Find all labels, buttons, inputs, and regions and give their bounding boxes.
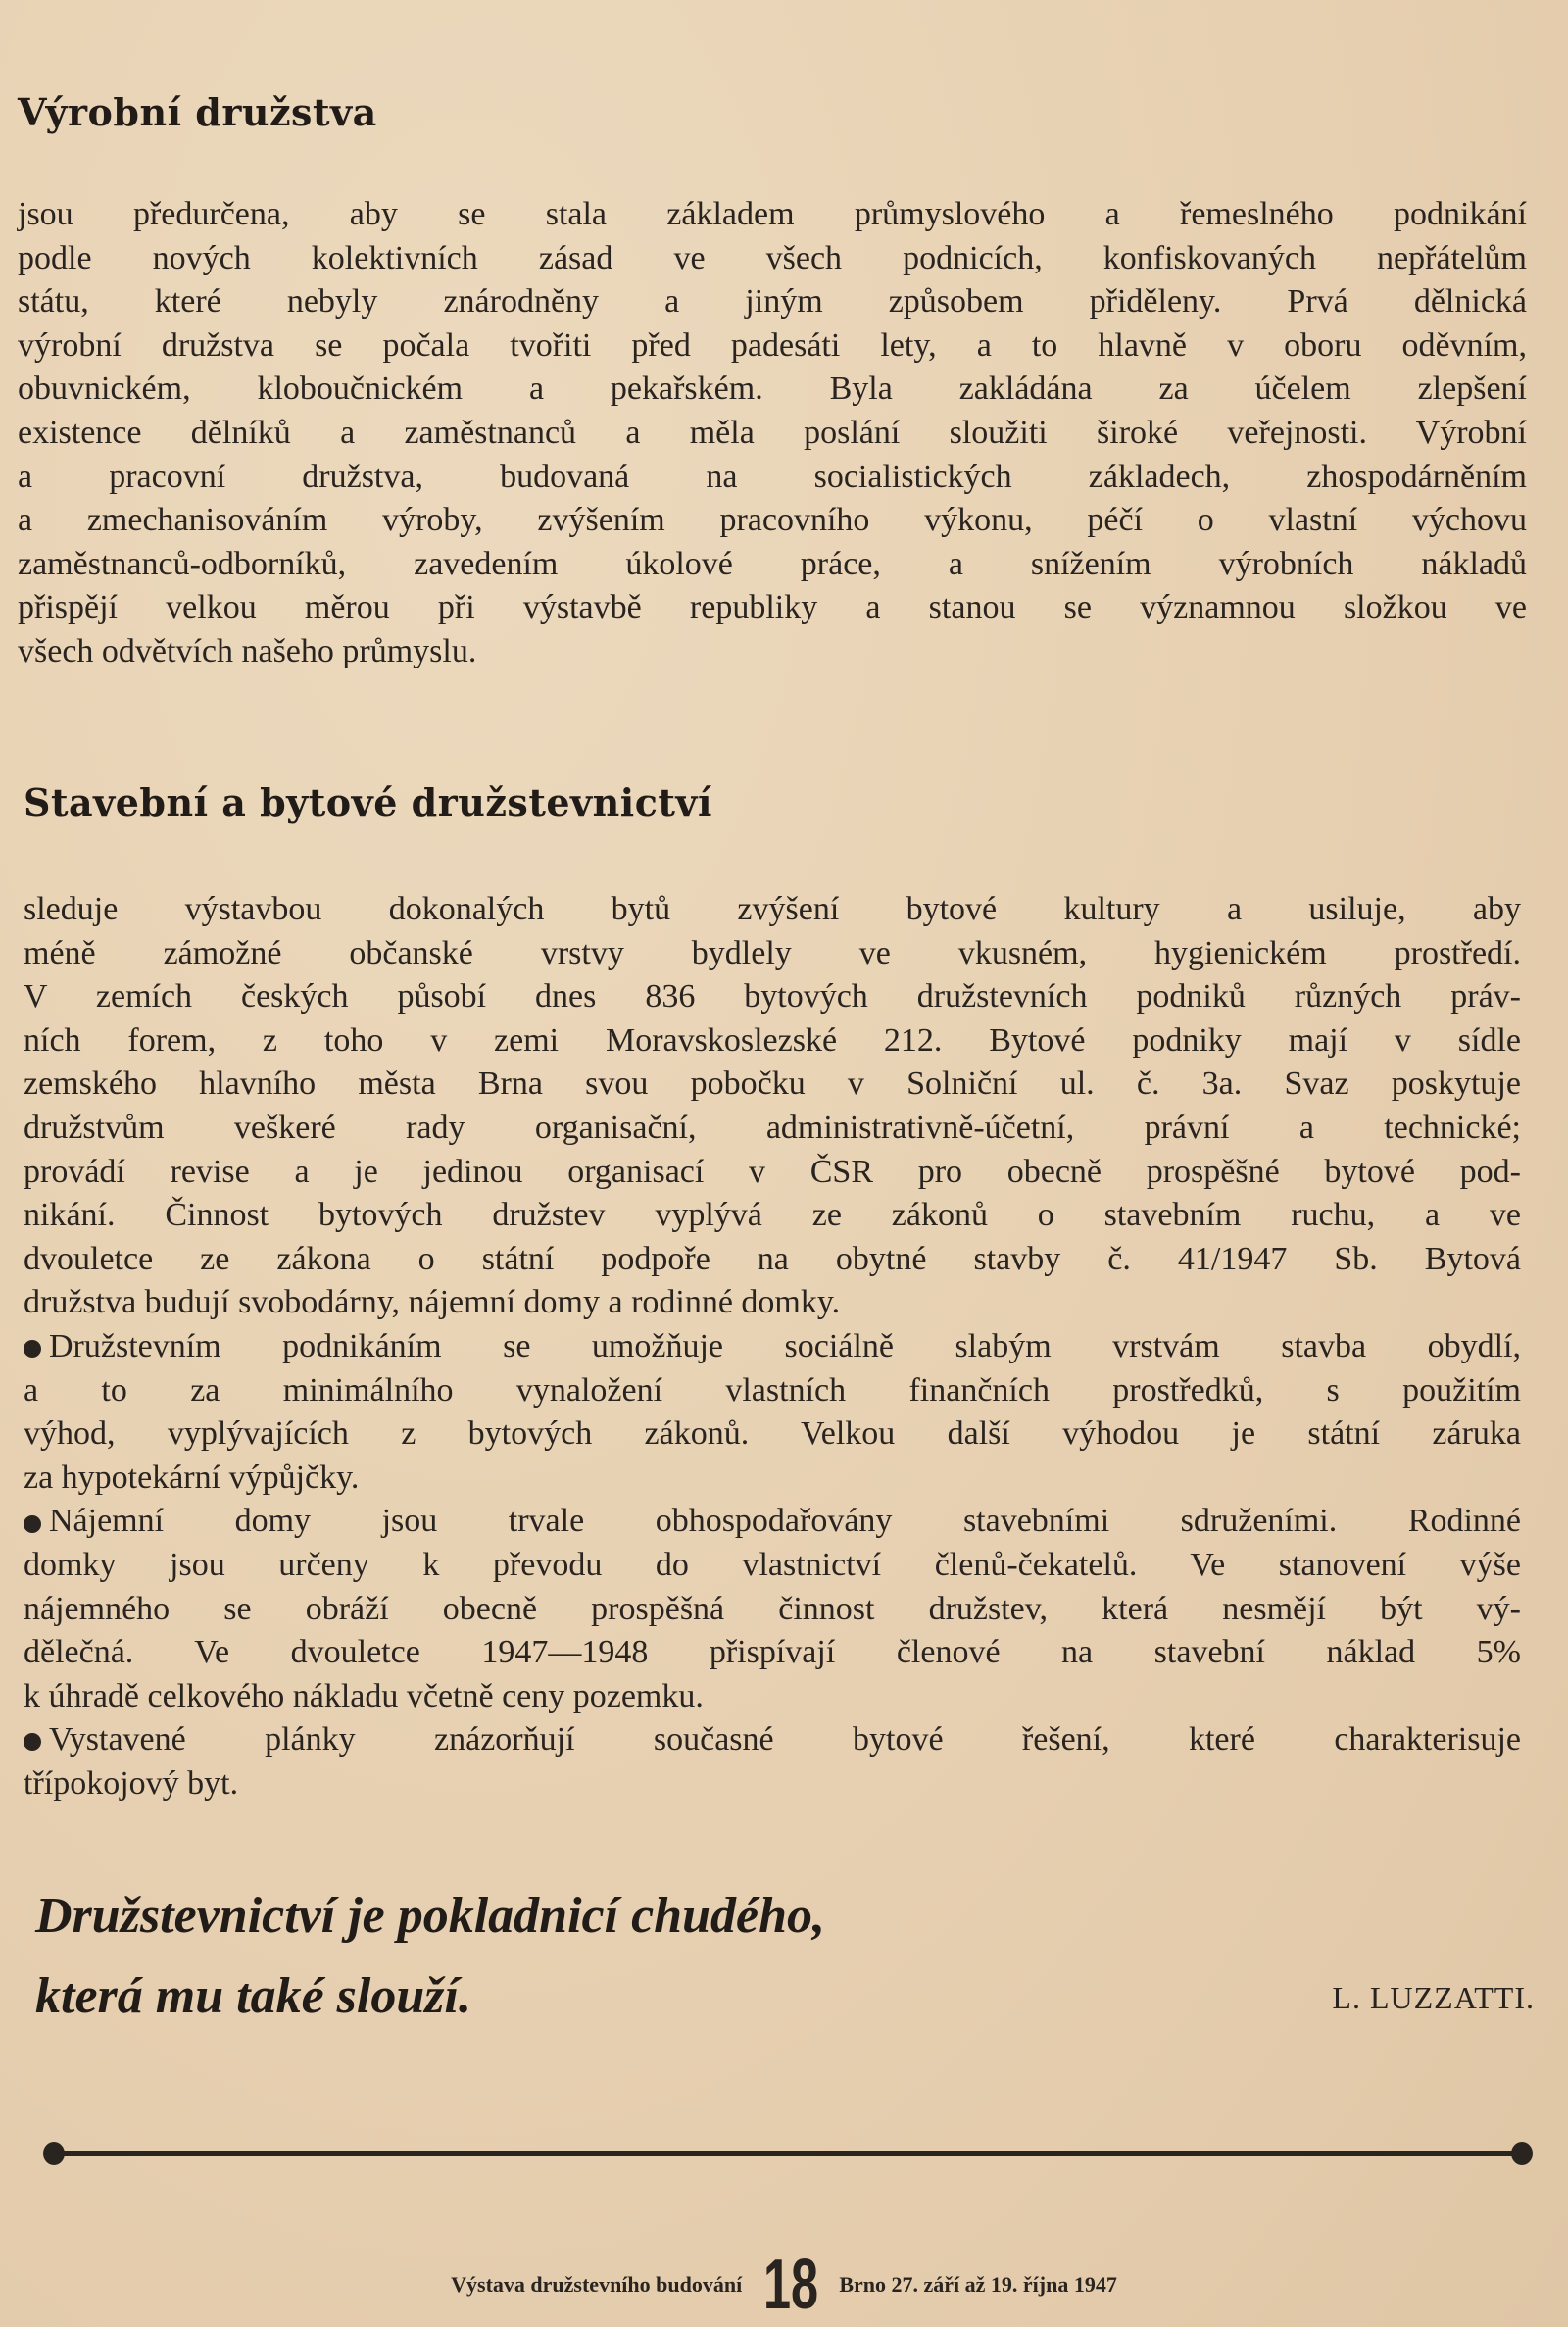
text-line: všech odvětvích našeho průmyslu. xyxy=(18,632,477,669)
section-heading-vyrobni-druzstva: Výrobní družstva xyxy=(18,90,377,134)
text-line xyxy=(24,1325,1521,1369)
text-line: ních forem, z toho v zemi Moravskoslezské 212. Bytové podniky mají v sídle xyxy=(24,1021,1521,1059)
text-line: a zmechanisováním výroby, zvýšením pracovního výkonu, péčí o vlastní výchovu xyxy=(18,502,1527,539)
bullet-icon xyxy=(24,1340,41,1358)
text-line: státu, které nebyly znárodněny a jiným způsobem přiděleny. Prvá dělnická xyxy=(18,283,1527,321)
text-line: V zemích českých působí dnes 836 bytových družstevních podniků různých práv- xyxy=(24,978,1521,1015)
text-line: nájemného se obráží obecně prospěšná činnost družstev, která nesmějí být vý- xyxy=(24,1590,1521,1627)
text-line: nikání. Činnost bytových družstev vyplývá ze zákonů o stavebním ruchu, a ve xyxy=(24,1197,1521,1234)
bullet-icon xyxy=(24,1733,41,1751)
footer xyxy=(0,2245,1568,2325)
text-line: podle nových kolektivních zásad ve všech podnicích, konfiskovaných nepřátelům xyxy=(18,239,1527,276)
text-line: dvouletce ze zákona o státní podpoře na obytné stavby č. 41/1947 Sb. Bytová xyxy=(24,1240,1521,1277)
text-line: výhod, vyplývajících z bytových zákonů. Velkou další výhodou je státní záruka xyxy=(24,1415,1521,1453)
paragraph-stavebni-druzstevnictvi xyxy=(24,888,1521,1806)
text-line: výrobní družstva se počala tvořiti před padesáti lety, a to hlavně v oboru oděvním, xyxy=(18,326,1527,364)
rule-end-dot-right xyxy=(1511,2142,1533,2165)
section-heading-stavebni-druzstevnictvi: Stavební a bytové družstevnictví xyxy=(24,780,712,824)
footer-dates: Brno 27. září až 19. října 1947 xyxy=(839,2272,1117,2297)
text-line: provádí revise a je jedinou organisací v ČSR pro obecně prospěšné bytové pod- xyxy=(24,1153,1521,1190)
quote-author: L. LUZZATTI. xyxy=(1332,1980,1535,2015)
text-line: za hypotekární výpůjčky. xyxy=(24,1459,360,1496)
text-line-content: Vystavené plánky znázorňují současné bytové řešení, které charakterisuje xyxy=(49,1721,1521,1758)
text-line: a pracovní družstva, budovaná na socialistických základech, zhospodárněním xyxy=(18,458,1527,495)
text-line: třípokojový byt. xyxy=(24,1764,239,1802)
text-line: družstvům veškeré rady organisační, administrativně-účetní, právní a technické; xyxy=(24,1109,1521,1146)
quote-line-2: která mu také slouží. xyxy=(35,1968,471,2024)
text-line: jsou předurčena, aby se stala základem průmyslového a řemeslného podnikání xyxy=(18,196,1527,232)
text-line: obuvnickém, kloboučnickém a pekařském. Byla zakládána za účelem zlepšení xyxy=(18,371,1527,408)
quote-line-1: Družstevnictví je pokladnicí chudého, xyxy=(35,1888,825,1944)
text-line: sleduje výstavbou dokonalých bytů zvýšení bytové kultury a usiluje, aby xyxy=(24,891,1521,927)
text-line: existence dělníků a zaměstnanců a měla poslání sloužiti široké veřejnosti. Výrobní xyxy=(18,414,1527,451)
paragraph-vyrobni-druzstva xyxy=(18,193,1527,674)
footer-exhibition-title: Výstava družstevního budování xyxy=(451,2272,743,2297)
page-number: 18 xyxy=(762,2246,818,2324)
text-line: přispějí velkou měrou při výstavbě republiky a stanou se významnou složkou ve xyxy=(18,589,1527,626)
text-line xyxy=(24,1500,1521,1544)
text-line xyxy=(24,1718,1521,1762)
text-line: domky jsou určeny k převodu do vlastnictví členů-čekatelů. Ve stanovení výše xyxy=(24,1546,1521,1583)
text-line-content: Nájemní domy jsou trvale obhospodařovány stavebními sdruženími. Rodinné xyxy=(49,1503,1521,1540)
text-line: dělečná. Ve dvouletce 1947—1948 přispívají členové na stavební náklad 5% xyxy=(24,1634,1521,1671)
text-line-content: Družstevním podnikáním se umožňuje sociálně slabým vrstvám stavba obydlí, xyxy=(49,1327,1521,1364)
text-line: zaměstnanců-odborníků, zavedením úkolové práce, a snížením výrobních nákladů xyxy=(18,545,1527,582)
horizontal-rule xyxy=(54,2151,1522,2156)
text-line: k úhradě celkového nákladu včetně ceny pozemku. xyxy=(24,1677,704,1714)
text-line: méně zámožné občanské vrstvy bydlely ve vkusném, hygienickém prostředí. xyxy=(24,934,1521,971)
bullet-icon xyxy=(24,1515,41,1533)
text-line: družstva budují svobodárny, nájemní domy a rodinné domky. xyxy=(24,1284,841,1321)
text-line: zemského hlavního města Brna svou pobočku v Solniční ul. č. 3a. Svaz poskytuje xyxy=(24,1065,1521,1103)
text-line: a to za minimálního vynaložení vlastních finančních prostředků, s použitím xyxy=(24,1371,1521,1409)
